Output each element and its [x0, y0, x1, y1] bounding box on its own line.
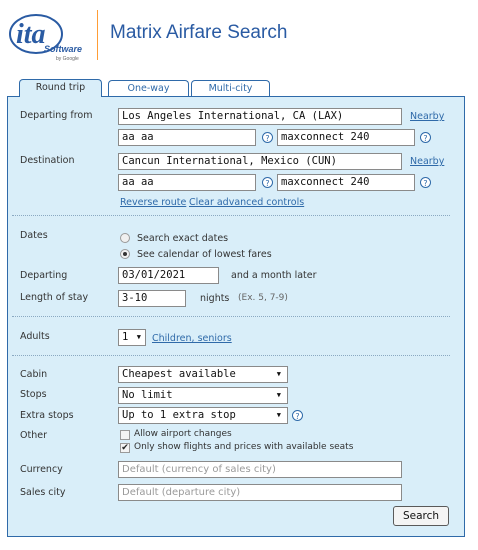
cabin-label: Cabin	[20, 369, 48, 380]
currency-input[interactable]: Default (currency of sales city)	[118, 461, 402, 478]
exact-dates-radio[interactable]	[120, 233, 130, 243]
logo-main-text: ita	[16, 19, 46, 50]
page-title: Matrix Airfare Search	[110, 22, 288, 43]
stay-hint-text: (Ex. 5, 7-9)	[238, 293, 288, 303]
extension-help-icon[interactable]: ?	[420, 132, 431, 143]
destination-routing-input[interactable]: aa aa	[118, 174, 256, 191]
section-divider	[12, 215, 450, 216]
adults-label: Adults	[20, 331, 50, 342]
departing-routing-input[interactable]: aa aa	[118, 129, 256, 146]
extension-help-icon[interactable]: ?	[420, 177, 431, 188]
currency-label: Currency	[20, 464, 63, 475]
sales-city-label: Sales city	[20, 487, 66, 498]
section-divider	[12, 355, 450, 356]
logo-by-text: by Google	[56, 56, 79, 62]
stops-label: Stops	[20, 389, 47, 400]
allow-airport-changes-checkbox[interactable]	[120, 430, 130, 440]
extra-stops-value: Up to 1 extra stop	[122, 409, 236, 421]
adults-value: 1	[122, 331, 129, 343]
logo-sub-text: Software	[44, 44, 83, 54]
routing-help-icon[interactable]: ?	[262, 132, 273, 143]
extra-stops-select[interactable]	[118, 407, 288, 424]
tab-one-way[interactable]: One-way	[108, 80, 189, 96]
other-label: Other	[20, 430, 47, 441]
children-seniors-link[interactable]: Children, seniors	[152, 333, 232, 344]
available-seats-label: Only show flights and prices with available seats	[134, 442, 354, 452]
extra-stops-help-icon[interactable]: ?	[292, 410, 303, 421]
chevron-down-icon: ▼	[276, 391, 281, 399]
departing-nearby-link[interactable]: Nearby	[410, 111, 445, 122]
departing-date-input[interactable]: 03/01/2021	[118, 267, 219, 284]
destination-input[interactable]: Cancun International, Mexico (CUN)	[118, 153, 402, 170]
tab-multi-city[interactable]: Multi-city	[191, 80, 270, 96]
ita-software-logo	[8, 12, 88, 62]
clear-advanced-link[interactable]: Clear advanced controls	[189, 197, 305, 208]
chevron-down-icon: ▼	[276, 411, 281, 419]
adults-select[interactable]	[118, 329, 146, 346]
header-divider	[97, 10, 98, 60]
available-seats-checkbox[interactable]: ✔	[121, 443, 129, 453]
tab-round-trip[interactable]: Round trip	[19, 79, 102, 97]
stops-value: No limit	[122, 389, 173, 401]
search-button[interactable]: Search	[393, 506, 449, 526]
nights-text: nights	[200, 293, 230, 304]
calendar-fares-radio[interactable]	[120, 249, 130, 259]
reverse-route-link[interactable]: Reverse route	[120, 197, 187, 208]
stops-select[interactable]	[118, 387, 288, 404]
month-later-text: and a month later	[231, 270, 317, 281]
chevron-down-icon: ▼	[136, 333, 141, 341]
allow-airport-changes-label: Allow airport changes	[134, 429, 232, 439]
section-divider	[12, 316, 450, 317]
departing-from-input[interactable]: Los Angeles International, CA (LAX)	[118, 108, 402, 125]
departing-date-label: Departing	[20, 270, 68, 281]
calendar-fares-label: See calendar of lowest fares	[137, 249, 272, 260]
departing-from-label: Departing from	[20, 110, 93, 121]
exact-dates-label: Search exact dates	[137, 233, 229, 244]
destination-nearby-link[interactable]: Nearby	[410, 156, 445, 167]
length-of-stay-label: Length of stay	[20, 292, 89, 303]
sales-city-input[interactable]: Default (departure city)	[118, 484, 402, 501]
chevron-down-icon: ▼	[276, 370, 281, 378]
departing-extension-input[interactable]: maxconnect 240	[277, 129, 415, 146]
destination-label: Destination	[20, 155, 75, 166]
destination-extension-input[interactable]: maxconnect 240	[277, 174, 415, 191]
routing-help-icon[interactable]: ?	[262, 177, 273, 188]
cabin-value: Cheapest available	[122, 368, 236, 380]
cabin-select[interactable]	[118, 366, 288, 383]
extra-stops-label: Extra stops	[20, 410, 74, 421]
length-of-stay-input[interactable]: 3-10	[118, 290, 186, 307]
dates-label: Dates	[20, 230, 48, 241]
